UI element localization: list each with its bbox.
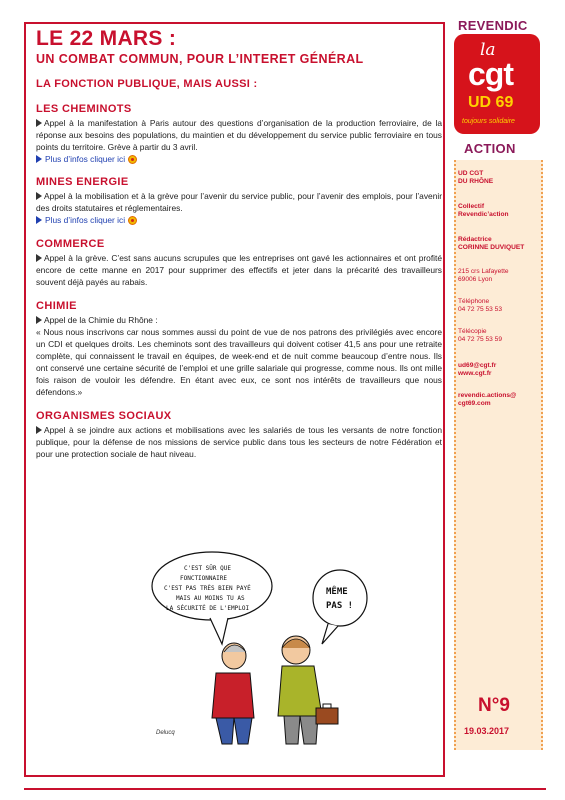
bubble-line: LA SÉCURITÉ DE L'EMPLOI (166, 605, 250, 612)
section-title: MINES ENERGIE (36, 176, 129, 188)
logo-la: la (480, 40, 496, 60)
cgt-logo-block (452, 18, 545, 158)
org-line: DU RHÔNE (458, 178, 494, 186)
cartoon-signature: Delucq (156, 730, 175, 736)
play-arrow-icon (36, 216, 42, 224)
sidebar-collectif (456, 203, 547, 220)
section-body: Appel à la grève. C’est sans aucuns scrupules que les entreprises ont gavé les actionnaires et ont profité encore de cette manne en 2017 pour supprimer des effectifs et jeter dans la précarité des travailleurs souvent déjà payés au rabais. (36, 253, 442, 287)
logo-cgt: cgt (468, 56, 513, 92)
section-intro-text: Appel de la Chimie du Rhône : (44, 315, 158, 325)
section-body: Appel à la manifestation à Paris autour des questions d’organisation de la production ferroviaire, de la réponse aux besoins des populations, du maintien et du développement du service public ferroviaire en tous points du territoire. Grève à partir du 3 avril. (36, 118, 442, 152)
arrow-icon (36, 426, 42, 434)
section-text (36, 190, 442, 214)
sidebar-fax (456, 328, 547, 345)
website-link[interactable]: www.cgt.fr (458, 370, 492, 378)
bubble-line: FONCTIONNAIRE (180, 575, 227, 582)
phone-label: Téléphone (458, 298, 490, 305)
logo-ud: UD 69 (468, 94, 514, 111)
main-content (36, 28, 442, 460)
section-mines-energie (36, 176, 442, 226)
link-label[interactable]: Plus d’infos cliquer ici (45, 215, 126, 225)
collectif-line: Revendic’action (458, 211, 509, 219)
section-quote: « Nous nous inscrivons car nous sommes aussi du point de vue de nos patrons des privilégiés avec encore un CDI et quelques droits. Les cheminots sont des travailleurs qui doivent cotiser 41,5 ans pour une retraite complète, qui connaissent le travail en équipes, de week-end et de nuit comme beaucoup d’entre nous. Ils ont conservé une certaine sécurité de l’emploi et une grille salariale qui progresse, comme nous. Ils ont mille fois raison de vouloir les défendre. En étant avec eux, ce sont nos intérêts de travailleurs que nous défendons.» (36, 327, 442, 397)
email-link[interactable]: revendic.actions@ (458, 392, 517, 399)
sidebar-email2[interactable] (456, 392, 547, 409)
issue-date: 19.03.2017 (464, 726, 510, 736)
collectif-line: Collectif (458, 203, 485, 210)
org-line: UD CGT (458, 170, 484, 177)
fax-number: 04 72 75 53 59 (458, 336, 502, 344)
email-link[interactable]: cgt69.com (458, 400, 491, 408)
sidebar-redactrice (456, 236, 547, 253)
arrow-icon (36, 192, 42, 200)
arrow-icon (36, 254, 42, 262)
click-button-icon[interactable] (128, 216, 137, 225)
sidebar (454, 160, 543, 750)
bottom-rule (24, 788, 546, 790)
fax-label: Télécopie (458, 328, 487, 335)
phone-number: 04 72 75 53 53 (458, 306, 502, 314)
cartoon-illustration (150, 548, 380, 748)
address-line: 215 crs Lafayette (458, 268, 509, 275)
link-label[interactable]: Plus d’infos cliquer ici (45, 154, 126, 164)
section-text (36, 252, 442, 288)
sidebar-org (456, 170, 547, 187)
right-character (278, 636, 338, 744)
section-title: LES CHEMINOTS (36, 103, 132, 115)
arrow-icon (36, 119, 42, 127)
redactrice-label: Rédactrice (458, 236, 492, 243)
bubble-line: MAIS AU MOINS TU AS (176, 595, 245, 602)
section-heading: LA FONCTION PUBLIQUE, MAIS AUSSI : (36, 78, 258, 90)
cgt-logo (454, 34, 540, 134)
redactrice-name: CORINNE DUVIQUET (458, 244, 525, 252)
bubble-line: MÊME (326, 587, 348, 597)
email-link[interactable]: ud69@cgt.fr (458, 362, 497, 369)
sidebar-contacts (456, 362, 547, 379)
section-title: ORGANISMES SOCIAUX (36, 410, 172, 422)
section-text (36, 424, 442, 460)
bubble-line: PAS ! (326, 601, 354, 611)
more-info-link[interactable] (36, 153, 442, 165)
bubble-line: C'EST PAS TRÈS BIEN PAYÉ (164, 585, 251, 592)
section-cheminots (36, 103, 442, 165)
issue-number: N°9 (478, 695, 510, 716)
section-title: CHIMIE (36, 300, 77, 312)
address-line: 69006 Lyon (458, 276, 493, 284)
section-commerce (36, 238, 442, 288)
section-intro (36, 314, 442, 326)
page-title: LE 22 MARS : (36, 27, 177, 50)
speech-bubble-right (313, 570, 367, 626)
logo-bottom-label: ACTION (464, 141, 516, 156)
sidebar-address (456, 268, 547, 285)
left-character (212, 643, 254, 744)
logo-top-label: REVENDIC (458, 18, 528, 33)
page-subtitle: UN COMBAT COMMUN, POUR L’INTERET GÉNÉRAL (36, 52, 364, 66)
arrow-icon (36, 316, 42, 324)
play-arrow-icon (36, 155, 42, 163)
sidebar-phone (456, 298, 547, 315)
more-info-link[interactable] (36, 214, 442, 226)
bubble-line: C'EST SÛR QUE (184, 565, 231, 572)
section-organismes-sociaux (36, 410, 442, 460)
section-chimie (36, 300, 442, 398)
section-title: COMMERCE (36, 238, 105, 250)
section-text (36, 117, 442, 153)
section-body: Appel à la mobilisation et à la grève pour l’avenir du service public, pour l’avenir des emplois, pour l’avenir des droits statutaires et réglementaires. (36, 191, 442, 213)
click-button-icon[interactable] (128, 155, 137, 164)
section-body: Appel à se joindre aux actions et mobilisations avec les salariés de tous les versants de notre fonction publique, pour la défense de nos missions de service public dans tous les secteurs de notre Fédération et pour une protection sociale de haut niveau. (36, 425, 442, 459)
logo-tagline: toujours solidaire (462, 118, 515, 125)
